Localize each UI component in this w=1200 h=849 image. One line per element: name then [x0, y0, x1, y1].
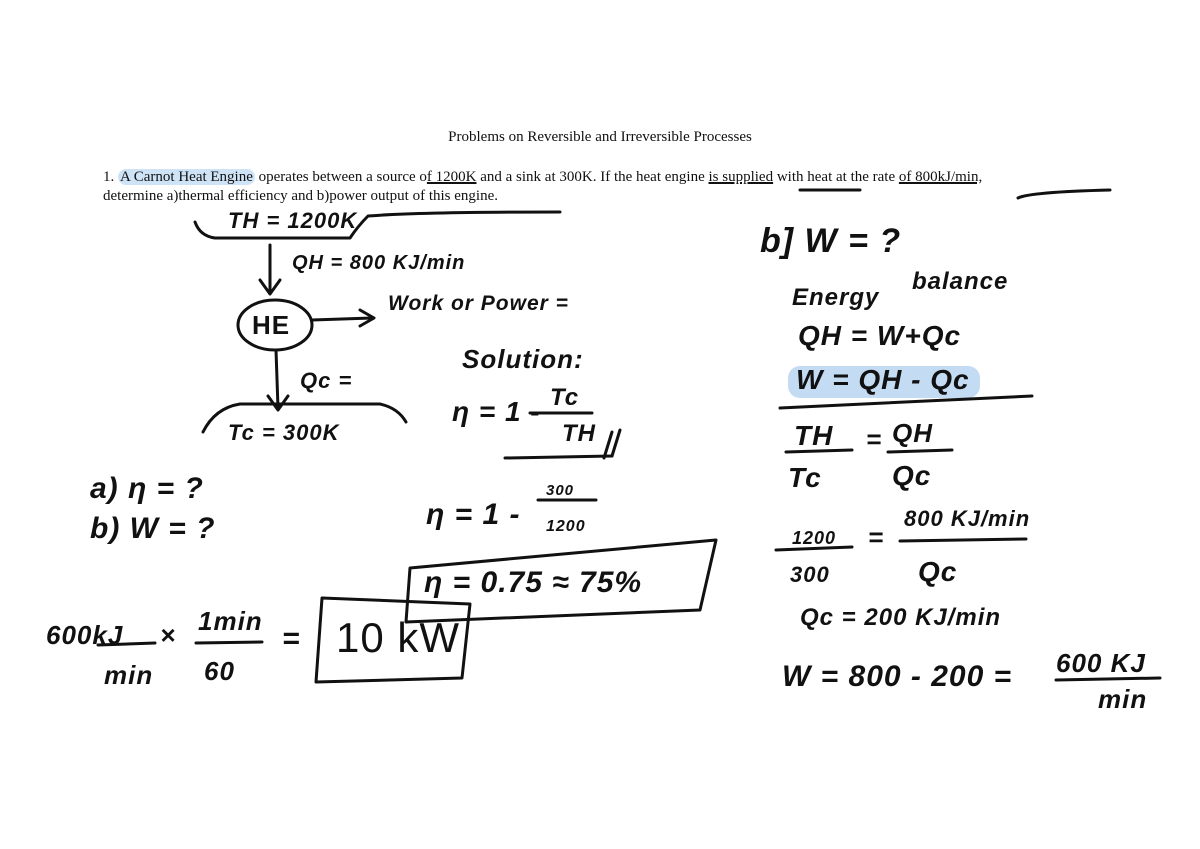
- highlight-carnot-engine: A Carnot Heat Engine: [120, 169, 253, 185]
- hand-w-num: 600 KJ: [1056, 648, 1146, 678]
- problem-number: 1.: [103, 169, 115, 185]
- hand-conv-result: 10 kW: [336, 614, 461, 661]
- hand-sub-eq: =: [868, 522, 885, 552]
- hand-question-a: a) η = ?: [90, 472, 204, 505]
- hand-tc: Tc = 300K: [228, 420, 340, 445]
- underlined-heat-rate: of 800kJ/min,: [898, 169, 983, 185]
- hand-sub-lhs-den: 300: [790, 562, 830, 587]
- hand-w-den: min: [1098, 684, 1148, 714]
- page-title: Problems on Reversible and Irreversible Processes: [448, 129, 752, 145]
- hand-conv-equals: =: [282, 622, 301, 655]
- hand-ratio-lhs-den: Tc: [788, 462, 822, 493]
- hand-conv-num2: 1min: [198, 606, 263, 636]
- hand-ratio-rhs-den: Qc: [892, 460, 932, 491]
- hand-th: TH = 1200K: [228, 208, 358, 233]
- hand-sub-lhs-num: 1200: [792, 528, 837, 548]
- problem-text: with heat at the rate: [773, 169, 899, 185]
- hand-sub-rhs-den: Qc: [918, 556, 958, 587]
- hand-work: Work or Power =: [388, 292, 569, 315]
- hand-eta-th: TH: [562, 420, 596, 447]
- hand-energy: Energy: [792, 284, 880, 311]
- hand-eta-formula: η = 1 -: [452, 396, 541, 427]
- hand-qh: QH = 800 KJ/min: [292, 252, 466, 274]
- hand-solution-heading: Solution:: [462, 344, 584, 374]
- problem-text: and a sink at 300K. If the heat engine: [476, 169, 709, 185]
- problem-statement-line2: determine a)thermal efficiency and b)power output of this engine.: [103, 188, 498, 204]
- underlined-supplied: is supplied: [708, 169, 774, 185]
- hand-partb-heading: b] W = ?: [760, 222, 902, 260]
- hand-ratio-rhs-num: QH: [892, 418, 933, 448]
- hand-ratio-lhs-num: TH: [794, 420, 834, 451]
- underlined-source-temp: f 1200K: [426, 169, 477, 185]
- hand-qc: Qc =: [300, 368, 353, 393]
- hand-qc-result: Qc = 200 KJ/min: [800, 604, 1002, 631]
- hand-conv-num1: 600kJ: [46, 620, 124, 650]
- hand-conv-den2: 60: [204, 656, 235, 686]
- hand-balance: balance: [912, 268, 1009, 295]
- hand-eq1: QH = W+Qc: [798, 320, 962, 351]
- hand-eq2: W = QH - Qc: [796, 364, 970, 395]
- problem-text: operates between a source o: [254, 169, 427, 185]
- hand-eta-result: η = 0.75 ≈ 75%: [424, 566, 643, 599]
- hand-sub-rhs-num: 800 KJ/min: [904, 506, 1031, 531]
- hand-ratio-eq: =: [866, 424, 883, 454]
- hand-conv-den1: min: [104, 660, 154, 690]
- hand-eta-tc: Tc: [550, 384, 580, 411]
- hand-eta-num: 300: [546, 482, 575, 499]
- hand-w-calc: W = 800 - 200 =: [782, 660, 1013, 693]
- hand-conv-times: ×: [160, 620, 177, 650]
- hand-he: HE: [252, 310, 291, 340]
- hand-eta-den: 1200: [546, 518, 586, 535]
- hand-question-b: b) W = ?: [90, 512, 216, 545]
- hand-eta-sub: η = 1 -: [426, 498, 521, 531]
